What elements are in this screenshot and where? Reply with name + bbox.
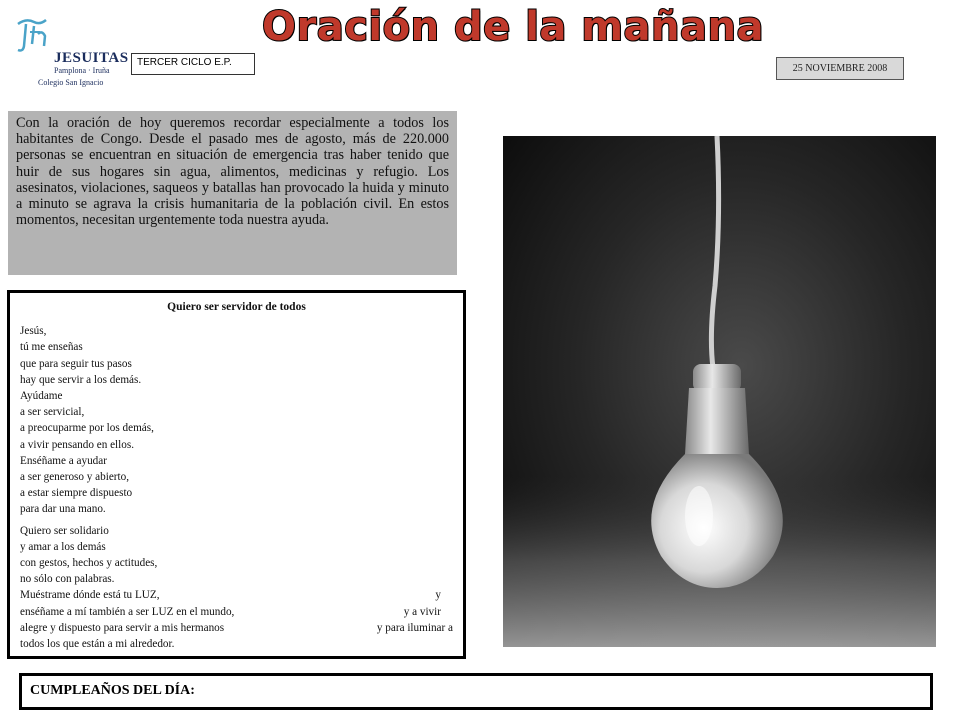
- prayer-line: Jesús,: [20, 325, 47, 338]
- prayer-line: a ser servicial,: [20, 406, 85, 419]
- prayer-row-right: y a vivir: [403, 605, 441, 618]
- prayer-line: Quiero ser solidario: [20, 524, 109, 537]
- prayer-line: y amar a los demás: [20, 540, 106, 553]
- prayer-line: todos los que están a mi alrededor.: [20, 638, 175, 651]
- light-bulb-icon: [503, 136, 936, 647]
- logo-city: Pamplona · Iruña: [54, 66, 110, 75]
- prayer-line: que para seguir tus pasos: [20, 357, 132, 370]
- prayer-stanza-2: [20, 523, 453, 653]
- prayer-row-left: Muéstrame dónde está tu LUZ,: [20, 589, 160, 602]
- logo-name: JESUITAS: [54, 50, 129, 66]
- prayer-line: para dar una mano.: [20, 503, 106, 516]
- birthday-label: CUMPLEAÑOS DEL DÍA:: [19, 673, 933, 710]
- prayer-line: Ayúdame: [20, 390, 63, 403]
- prayer-row: [20, 620, 453, 636]
- prayer-line: a preocuparme por los demás,: [20, 422, 154, 435]
- logo-school: Colegio San Ignacio: [38, 78, 104, 87]
- prayer-line: tú me enseñas: [20, 341, 83, 354]
- prayer-line: a vivir pensando en ellos.: [20, 438, 135, 451]
- prayer-stanza-1: [20, 323, 453, 517]
- prayer-line: a estar siempre dispuesto: [20, 487, 133, 500]
- prayer-row-right: y para iluminar a: [376, 621, 453, 634]
- prayer-row-left: alegre y dispuesto para servir a mis hermanos: [20, 621, 225, 634]
- prayer-title: Quiero ser servidor de todos: [167, 301, 306, 313]
- prayer-line: con gestos, hechos y actitudes,: [20, 557, 158, 570]
- cycle-label: TERCER CICLO E.P.: [131, 53, 255, 75]
- prayer-row-left: enséñame a mí también a ser LUZ en el mundo,: [20, 605, 235, 618]
- light-bulb-photo: [503, 136, 936, 647]
- intro-text: Con la oración de hoy queremos recordar especialmente a todos los habitantes de Congo. Desde el pasado mes de agosto, más de 220.000 personas se encuentran en situación de emergencia tras haber tenido que huir de sus hogares sin agua, alimentos, medicinas y refugio. Los asesinatos, violaciones, saqueos y batallas han provocado la huida y minuto a minuto se agrava la crisis humanitaria de la población civil. En estos momentos, necesitan urgentemente toda nuestra ayuda.: [8, 111, 457, 275]
- prayer-box: [7, 290, 466, 659]
- prayer-row: [20, 604, 453, 620]
- prayer-line: a ser generoso y abierto,: [20, 471, 130, 484]
- jesuit-emblem-icon: [12, 14, 56, 58]
- prayer-line: hay que servir a los demás.: [20, 373, 142, 386]
- date-label: 25 NOVIEMBRE 2008: [776, 57, 904, 80]
- prayer-line: no sólo con palabras.: [20, 573, 115, 586]
- prayer-line: Enséñame a ayudar: [20, 454, 107, 467]
- prayer-row-right: y: [435, 589, 441, 602]
- school-logo: [10, 12, 129, 90]
- page-title: Oración de la mañana: [262, 4, 764, 50]
- prayer-row: [20, 587, 453, 603]
